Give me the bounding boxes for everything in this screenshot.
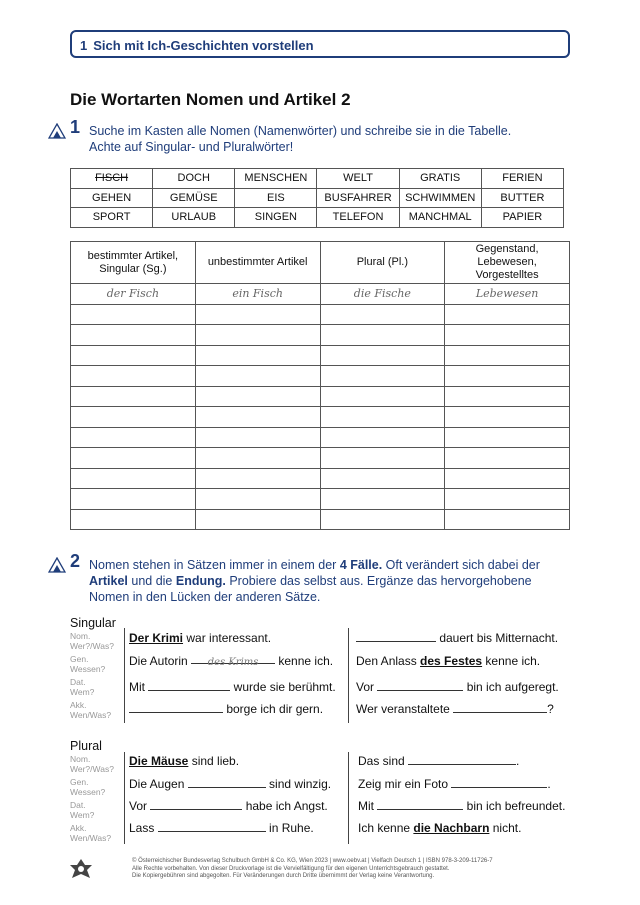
answer-cell[interactable] [71, 427, 196, 448]
sentence-text: . [547, 777, 551, 791]
answer-cell[interactable] [71, 345, 196, 366]
answer-cell[interactable] [71, 509, 196, 530]
answer-cell[interactable] [71, 448, 196, 469]
answer-cell[interactable] [195, 407, 320, 428]
footer: © Österreichischer Bundesverlag Schulbuch GmbH & Co. KG, Wien 2023 | www.oebv.at | Vielfach Deutsch 1 | ISBN 978-3-209-11726-7 Alle Rechte vorbehalten. Von dieser Druckvorlage ist die Vervielfältigung für den eigenen Unterrichtsgebrauch gestattet. Die Kopiergebühren sind abgegolten. Für Veränderungen durch Dritte übernimmt der Verlag keine Verantwortung. [132, 858, 493, 879]
highlighted-noun: Die Mäuse [129, 754, 189, 768]
word-cell: SPORT [71, 208, 153, 228]
difficulty-triangle-icon [48, 557, 66, 573]
sentence-text: kenne ich. [275, 654, 334, 668]
table-row [71, 325, 570, 346]
column-header: Gegenstand, Lebewesen, Vorgestelltes [445, 242, 570, 284]
sentence-text: . [516, 754, 520, 768]
word-cell: BUSFAHRER [317, 188, 399, 208]
word-cell: GEHEN [71, 188, 153, 208]
word-box [70, 168, 564, 228]
table-row [71, 468, 570, 489]
answer-cell[interactable] [445, 325, 570, 346]
example-cell: ein Fisch [195, 284, 320, 305]
task-text: Oft verändert sich dabei der [382, 558, 540, 572]
sentence-text: sind lieb. [188, 754, 240, 768]
answer-cell[interactable] [320, 325, 445, 346]
answer-cell[interactable] [320, 304, 445, 325]
sentence-text: Vor [356, 680, 378, 694]
column-header: unbestimmter Artikel [195, 242, 320, 284]
word-cell: GEMÜSE [153, 188, 235, 208]
table-row [71, 448, 570, 469]
divider [348, 628, 349, 723]
answer-cell[interactable] [195, 366, 320, 387]
answer-cell[interactable] [71, 386, 196, 407]
gap-field[interactable] [356, 632, 436, 642]
chapter-header [70, 30, 570, 58]
answer-cell[interactable] [445, 407, 570, 428]
gap-field[interactable] [408, 755, 516, 765]
sentence-text: sind winzig. [265, 777, 332, 791]
word-cell: MENSCHEN [235, 169, 317, 189]
table-row [71, 489, 570, 510]
task-text: Nomen stehen in Sätzen immer in einem der [89, 558, 340, 572]
word-cell: MANCHMAL [399, 208, 481, 228]
sentence-text: Lass [129, 821, 158, 835]
table-row [71, 345, 570, 366]
example-cell: der Fisch [71, 284, 196, 305]
answer-cell[interactable] [320, 509, 445, 530]
task-text-bold: Artikel [89, 574, 128, 588]
word-cell: FISCH [71, 169, 153, 189]
column-header: bestimmter Artikel, Singular (Sg.) [71, 242, 196, 284]
word-cell: TELEFON [317, 208, 399, 228]
task-text: Probiere das selbst aus. Ergänze das hervorgehobene [225, 574, 532, 588]
word-cell: FERIEN [481, 169, 563, 189]
sentence-text: nicht. [489, 821, 522, 835]
sentence-text: Den Anlass [356, 654, 421, 668]
word-cell: DOCH [153, 169, 235, 189]
answer-cell[interactable] [195, 345, 320, 366]
word-cell: SINGEN [235, 208, 317, 228]
answer-cell[interactable] [320, 386, 445, 407]
table-row [71, 366, 570, 387]
table-row [71, 509, 570, 530]
case-labels: Nom. Wer?/Was? Gen. Wessen? Dat. Wem? Akk. Wen/Was? [70, 754, 114, 843]
sentence-text: Die Autorin [129, 654, 192, 668]
case-labels: Nom. Wer?/Was? Gen. Wessen? Dat. Wem? Akk. Wen/Was? [70, 631, 114, 720]
answer-cell[interactable] [445, 448, 570, 469]
answer-cell[interactable] [71, 366, 196, 387]
answer-cell[interactable] [195, 489, 320, 510]
answer-cell[interactable] [71, 325, 196, 346]
sentence-text: borge ich dir gern. [223, 702, 324, 716]
column-header: Plural (Pl.) [320, 242, 445, 284]
answer-cell[interactable] [320, 345, 445, 366]
answer-cell[interactable] [71, 489, 196, 510]
sentence-text: Vor [129, 799, 151, 813]
answer-cell[interactable] [320, 489, 445, 510]
answer-cell[interactable] [71, 468, 196, 489]
sentence-text: Mit [129, 680, 149, 694]
answer-cell[interactable] [195, 468, 320, 489]
answer-cell[interactable] [320, 427, 445, 448]
table-row [71, 427, 570, 448]
gap-field[interactable] [377, 800, 463, 810]
task-text: Nomen in den Lücken der anderen Sätze. [89, 590, 321, 604]
divider [124, 628, 125, 723]
answer-cell[interactable] [195, 427, 320, 448]
gap-field[interactable] [191, 654, 275, 668]
answer-cell[interactable] [71, 407, 196, 428]
example-cell: Lebewesen [445, 284, 570, 305]
answer-cell[interactable] [320, 468, 445, 489]
answer-cell[interactable] [445, 345, 570, 366]
sentence-text: in Ruhe. [265, 821, 314, 835]
answer-cell[interactable] [445, 509, 570, 530]
word-cell: PAPIER [481, 208, 563, 228]
answer-cell[interactable] [195, 509, 320, 530]
gap-field[interactable] [150, 800, 242, 810]
task-text: Suche im Kasten alle Nomen (Namenwörter) und schreibe sie in die Tabelle. [89, 124, 512, 138]
singular-label: Singular [70, 616, 116, 630]
answer-cell[interactable] [445, 386, 570, 407]
answer-cell[interactable] [320, 448, 445, 469]
word-cell: GRATIS [399, 169, 481, 189]
sentence-text: habe ich Angst. [242, 799, 328, 813]
task-text: und die [127, 574, 176, 588]
sentence-text: war interessant. [183, 631, 272, 645]
chapter-title: Sich mit Ich-Geschichten vorstellen [93, 38, 314, 53]
sentence-text: Die Augen [129, 777, 188, 791]
highlighted-noun: die Nachbarn [413, 821, 490, 835]
sentence-text: bin ich befreundet. [463, 799, 566, 813]
plural-label: Plural [70, 739, 102, 753]
highlighted-noun: Der Krimi [129, 631, 184, 645]
sentence-text: bin ich aufgeregt. [463, 680, 559, 694]
sentence-text: Ich kenne [358, 821, 414, 835]
divider [348, 752, 349, 844]
chapter-number: 1 [80, 38, 88, 53]
gap-field[interactable] [129, 703, 223, 713]
answer-cell[interactable] [195, 386, 320, 407]
sentence-text: Mit [358, 799, 378, 813]
task-text: Achte auf Singular- und Pluralwörter! [89, 140, 294, 154]
answer-cell[interactable] [445, 489, 570, 510]
answer-cell[interactable] [195, 325, 320, 346]
task-number: 2 [70, 551, 81, 571]
answer-cell[interactable] [445, 468, 570, 489]
gap-field[interactable] [188, 778, 266, 788]
example-cell: die Fische [320, 284, 445, 305]
answer-cell[interactable] [445, 366, 570, 387]
gap-field[interactable] [158, 822, 266, 832]
task-text-bold: 4 Fälle. [339, 558, 383, 572]
divider [124, 752, 125, 844]
sentence-text: Zeig mir ein Foto [358, 777, 452, 791]
sentence-text: dauert bis Mitternacht. [436, 631, 559, 645]
sentence-text: kenne ich. [482, 654, 541, 668]
sentence-text: ? [547, 702, 554, 716]
gap-field[interactable] [377, 681, 463, 691]
page-title: Die Wortarten Nomen und Artikel 2 [70, 90, 351, 109]
gap-field[interactable] [451, 778, 547, 788]
answer-cell[interactable] [445, 427, 570, 448]
answer-cell[interactable] [320, 366, 445, 387]
task-number: 1 [70, 117, 81, 137]
gap-field[interactable] [148, 681, 230, 691]
publisher-logo-icon [68, 857, 94, 881]
table-row [71, 407, 570, 428]
word-cell: EIS [235, 188, 317, 208]
difficulty-triangle-icon [48, 123, 66, 139]
word-cell: WELT [317, 169, 399, 189]
gap-field[interactable] [453, 703, 547, 713]
answer-cell[interactable] [71, 304, 196, 325]
word-cell: URLAUB [153, 208, 235, 228]
table-row [71, 304, 570, 325]
answer-cell[interactable] [195, 448, 320, 469]
table-row [71, 386, 570, 407]
sentence-text: Wer veranstaltete [356, 702, 454, 716]
answer-cell[interactable] [320, 407, 445, 428]
handwritten-answer: des Krims [207, 657, 259, 668]
word-cell: SCHWIMMEN [399, 188, 481, 208]
task-text-bold: Endung. [175, 574, 226, 588]
answer-cell[interactable] [195, 304, 320, 325]
sentence-text: Das sind [358, 754, 409, 768]
answer-table [70, 241, 570, 530]
sentence-text: wurde sie berühmt. [230, 680, 336, 694]
word-cell: BUTTER [481, 188, 563, 208]
highlighted-noun: des Festes [420, 654, 483, 668]
answer-cell[interactable] [445, 304, 570, 325]
